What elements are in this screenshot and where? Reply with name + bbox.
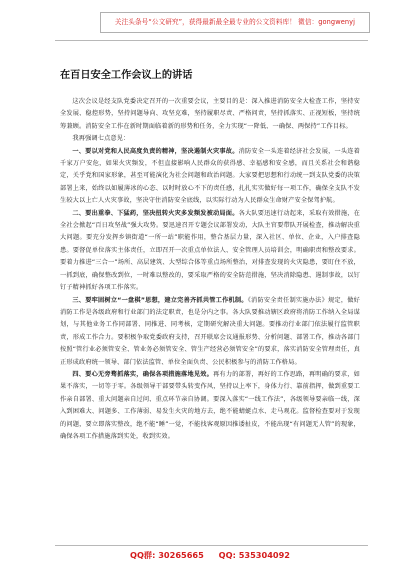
paragraph-text: 这次会议是经支队党委决定召开的一次重要会议，主要目的是：深入推进消防安全大检查工作，坚持安全发展、稳控形势，坚持问题导向、攻坚克难，坚持履职尽责、严格问责，坚持抓落实、正视短板，坚持统筹兼顾。消防安全工作在新时期面临着新的形势和任务，全力实现“一降低、一确保、两保持”工作目标。 [60,98,360,130]
paragraph [60,295,360,369]
footer-contact [60,550,360,561]
paragraph-text: 我再强调七点意见： [72,135,130,143]
paragraph [60,208,360,295]
document-body [60,96,360,538]
header-rule [55,40,368,41]
paragraph [60,369,360,443]
paragraph-heading: 三、要牢固树立“一盘棋”思想，建立完善齐抓共管工作机制。 [72,296,248,304]
footer-qq-group: QQ群: 30265665 [130,550,204,560]
paragraph-heading: 二、要出重拳、下猛药，坚决扭转火灾多发频发被动局面。 [72,209,239,217]
paragraph-heading: 一、要以对党和人民高度负责的精神，坚决遏制火灾事故。 [72,147,239,155]
footer-qq: QQ: 535304092 [218,550,290,560]
document-title: 在百日安全工作会议上的讲话 [60,70,193,81]
paragraph-heading: 四、要心无旁骛抓落实，确保各项措施落地见效。 [72,370,214,378]
paragraph [60,133,360,145]
paragraph-text: 再有力的部署，再好的工作思路，再明确的要求，如果不落实，一切等于零。各级领导干部要带头转变作风，坚持以上率下，身体力行、靠前指挥，做到重要工作亲自部署、重大问题亲自过问、重点环节亲自协调。要深入落实“一线工作法”，各级领导要亲临一线，深入到困难大、问题多、工作薄弱、易发生火灾的地方去，绝不能蜻蜓点水、走马观花。监督检查要对于发现的问题，要立即落实整改，绝不能“睡”一觉，不能找客观原因推诿扯皮，不能出现“有问题无人管”的现象，确保各项工作措施落到实处，收到实效。 [60,370,360,440]
footer-rule [55,545,368,546]
top-banner: 关注头条号“公文研究”，获得最新最全最专业的公文资料库！ 微信：gongwenyj [100,12,370,33]
paragraph [60,146,360,208]
paragraph [60,96,360,133]
paragraph-text: 各大队要迅速行动起来，采取有效措施，在全社会掀起“百日攻坚战”强大攻势。要迅速召开专题会议部署发动，大队主官要带队开展检查，推动解决重大问题。要充分发挥乡镇街道“一所一站”职能作用，整合基层力量，深入社区、单位、企业，入户排查隐患。要督促单位落实主体责任，立即召开一次重点单位法人、安全管理人员培训会，明确职责和整改要求。要着力推进“三合一”场所、高层建筑、大型综合体等重点场所整治，对排查发现的火灾隐患，要盯住不放，一抓到底，确保整改到位，一时难以整改的，要采取严格的安全防范措施，坚决消除隐患、遏制事故，以钉钉子精神抓好各项工作落实。 [60,209,360,292]
paragraph-text: 《消防安全责任制实施办法》规定，做好消防工作是各级政府和行业部门的法定职责，也是分内之事。各大队要推动辖区政府将消防工作纳入全局谋划，与其他业务工作同部署、同推进、同考核，定期研究解决重大问题。要推动行业部门依法履行监管职责，形成工作合力。要积极争取党委政府支持，召开联席会议通报形势、分析问题、部署工作，推动各部门按照“管行业必须管安全、管业务必须管安全、管生产经营必须管安全”的要求，落实消防安全管理责任，真正形成政府统一领导、部门依法监管、单位全面负责、公民积极参与的消防工作格局。 [60,296,360,366]
paragraph-text: 消防安全一头连着经济社会发展，一头连着千家万户安危，如果火灾频发，不但直接影响人民群众的获得感、幸福感和安全感，而且关系社会和谐稳定，关乎党和国家形象，甚至可能演化为社会问题和政治问题。大家要把思想和行动统一到支队党委的决策部署上来，始终以如履薄冰的心态、以时时放心不下的责任感，扎扎实实做好每一项工作，确保全支队不发生较大以上亡人火灾事故，坚决守住消防安全底线，以实际行动为人民群众生命财产安全保驾护航。 [60,147,360,205]
